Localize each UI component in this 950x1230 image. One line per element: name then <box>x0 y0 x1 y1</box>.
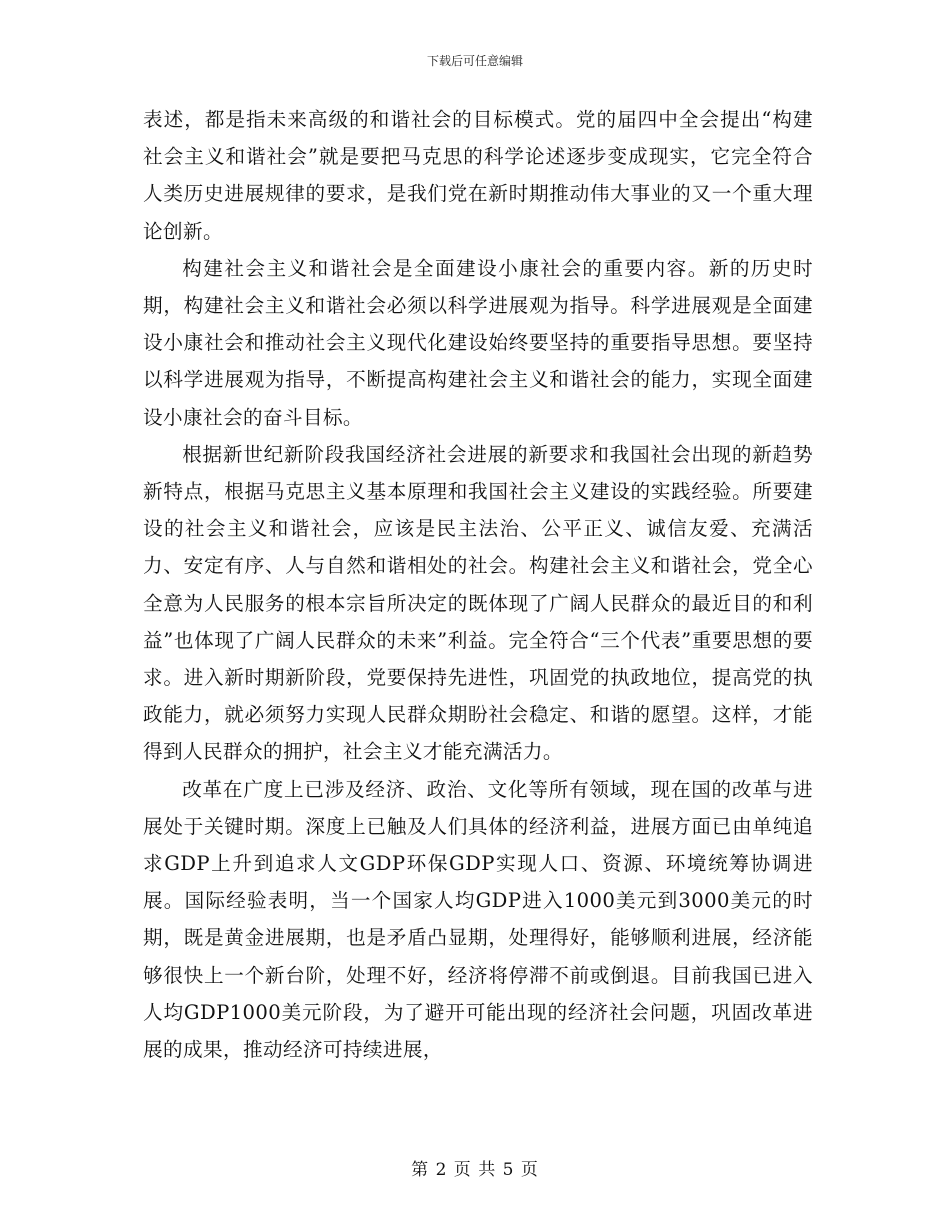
paragraph-2: 构建社会主义和谐社会是全面建设小康社会的重要内容。新的历史时期，构建社会主义和谐社会必须以科学进展观为指导。科学进展观是全面建设小康社会和推动社会主义现代化建设始终要坚持的重要指导思想。要坚持以科学进展观为指导，不断提高构建社会主义和谐社会的能力，实现全面建设小康社会的奋斗目标。 <box>143 256 813 429</box>
paragraph-3: 根据新世纪新阶段我国经济社会进展的新要求和我国社会出现的新趋势新特点，根据马克思主义基本原理和我国社会主义建设的实践经验。所要建设的社会主义和谐社会，应该是民主法治、公平正义、诚信友爱、充满活力、安定有序、人与自然和谐相处的社会。构建社会主义和谐社会，党全心全意为人民服务的根本宗旨所决定的既体现了广阔人民群众的最近目的和利益”也体现了广阔人民群众的未来”利益。完全符合“三个代表”重要思想的要求。进入新时期新阶段，党要保持先进性，巩固党的执政地位，提高党的执政能力，就必须努力实现人民群众期盼社会稳定、和谐的愿望。这样，才能得到人民群众的拥护，社会主义才能充满活力。 <box>143 442 813 764</box>
paragraph-4: 改革在广度上已涉及经济、政治、文化等所有领域，现在国的改革与进展处于关键时期。深度上已触及人们具体的经济利益，进展方面已由单纯追求GDP上升到追求人文GDP环保GDP实现人口、资源、环境统筹协调进展。国际经验表明，当一个国家人均GDP进入1000美元到3000美元的时期，既是黄金进展期，也是矛盾凸显期，处理得好，能够顺利进展，经济能够很快上一个新台阶，处理不好，经济将停滞不前或倒退。目前我国已进入人均GDP1000美元阶段，为了避开可能出现的经济社会问题，巩固改革进展的成果，推动经济可持续进展， <box>143 777 813 1062</box>
page-number-footer: 第 2 页 共 5 页 <box>411 1160 539 1180</box>
document-body <box>143 101 813 1068</box>
page-header: 下载后可任意编辑 <box>426 54 523 68</box>
paragraph-1: 表述，都是指未来高级的和谐社会的目标模式。党的届四中全会提出“构建社会主义和谐社会”就是要把马克思的科学论述逐步变成现实，它完全符合人类历史进展规律的要求，是我们党在新时期推动伟大事业的又一个重大理论创新。 <box>143 108 813 243</box>
